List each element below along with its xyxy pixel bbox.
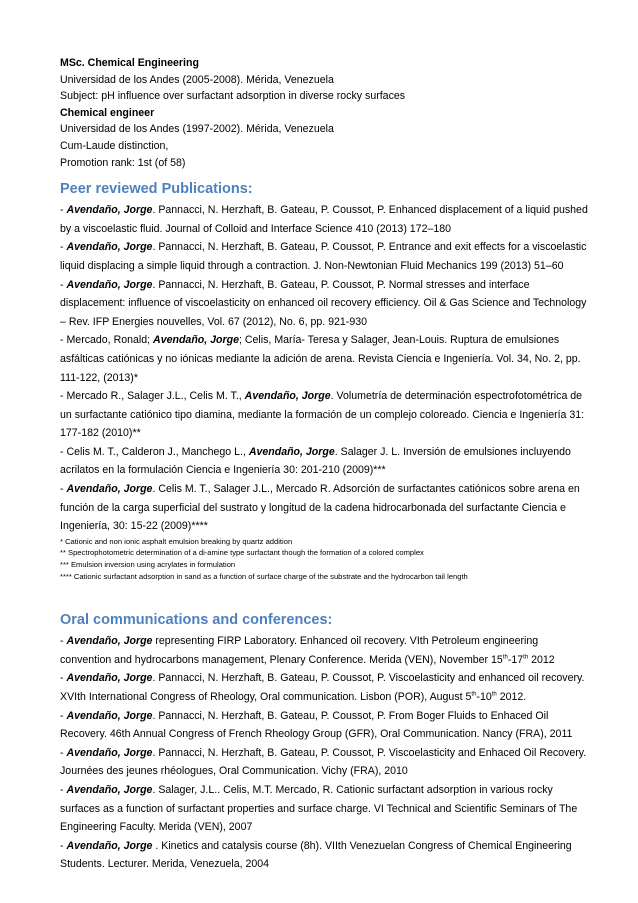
author-name: Avendaño, Jorge	[66, 241, 153, 254]
oral-entry: - Avendaño, Jorge. Pannacci, N. Herzhaft, B. Gateau, P. Coussot, P. Viscoelasticity and enhanced oil recovery. XVIth International Congress of Rheology, Oral communication. Lisbon (POR), August 5th-10th 2012.	[60, 672, 585, 703]
footnote: *** Emulsion inversion using acrylates in formulation	[60, 560, 236, 570]
author-name: Avendaño, Jorge	[66, 839, 153, 852]
education-line: Promotion rank: 1st (of 58)	[60, 156, 186, 169]
oral-entry: - Avendaño, Jorge representing FIRP Laboratory. Enhanced oil recovery. VIth Petroleum engineering convention and hydrocarbons management, Plenary Conference. Merida (VEN), November 15th-17th 2012	[60, 635, 555, 666]
publication-entry: - Avendaño, Jorge. Pannacci, N. Herzhaft, B. Gateau, P. Coussot, P. Normal stresses and interface displacement: influence of viscoelasticity on enhanced oil recovery efficiency. Oil & Gas Science and Technology – Rev. IFP Energies nouvelles, Vol. 67 (2012), No. 6, pp. 921-930	[60, 278, 587, 328]
education-line: Subject: pH influence over surfactant adsorption in diverse rocky surfaces	[60, 90, 406, 103]
oral-list	[60, 632, 590, 874]
author-name: Avendaño, Jorge	[66, 204, 153, 217]
footnote: * Cationic and non ionic asphalt emulsion breaking by quartz addition	[60, 536, 293, 546]
publication-entry: - Avendaño, Jorge. Celis M. T., Salager J.L., Mercado R. Adsorción de surfactantes catiónicos sobre arena en función de la carga superficial del sustrato y longitud de la cadena hidrocarbonada del surfactante Ciencia e Ingeniería, 30: 15-22 (2009)****	[60, 483, 580, 533]
footnote: **** Cationic surfactant adsorption in sand as a function of surface charge of the substrate and the hydrocarbon tail length	[60, 571, 468, 581]
translation-notes	[60, 536, 590, 582]
oral-entry: - Avendaño, Jorge. Salager, J.L.. Celis, M.T. Mercado, R. Cationic surfactant adsorption in various rocky surfaces as a function of surfactant properties and surface charge. VI Technical and Scientific Seminars of The Engineering Faculty. Merida (VEN), 2007	[60, 783, 578, 834]
author-name: Avendaño, Jorge	[66, 672, 153, 685]
oral-entry: - Avendaño, Jorge. Pannacci, N. Herzhaft, B. Gateau, P. Coussot, P. Viscoelasticity and Enhaced Oil Recovery. Journées des jeunes rhéologues, Oral Communication. Vichy (FRA), 2010	[60, 746, 587, 778]
education-line: Universidad de los Andes (2005-2008). Mérida, Venezuela	[60, 73, 334, 86]
author-name: Avendaño, Jorge	[248, 445, 335, 458]
education-line: Universidad de los Andes (1997-2002). Mérida, Venezuela	[60, 123, 334, 136]
publication-entry: - Avendaño, Jorge. Pannacci, N. Herzhaft, B. Gateau, P. Coussot, P. Enhanced displacement of a liquid pushed by a viscoelastic fluid. Journal of Colloid and Interface Science 410 (2013) 172–180	[60, 204, 588, 235]
author-name: Avendaño, Jorge	[66, 709, 153, 722]
author-name: Avendaño, Jorge	[153, 334, 239, 347]
author-name: Avendaño, Jorge	[66, 783, 153, 796]
degree-title: MSc. Chemical Engineering	[60, 57, 199, 69]
author-name: Avendaño, Jorge	[66, 635, 153, 648]
oral-heading: Oral communications and conferences:	[60, 612, 333, 629]
publications-list	[60, 201, 590, 536]
author-name: Avendaño, Jorge	[66, 746, 153, 759]
publication-entry: - Mercado, Ronald; Avendaño, Jorge; Celis, María- Teresa y Salager, Jean-Louis. Ruptura de emulsiones asfálticas catiónicas y no iónicas mediante la adición de arena. Revista Ciencia e Ingeniería. Vol. 34, No. 2, pp. 111-122, (2013)*	[60, 334, 581, 384]
author-name: Avendaño, Jorge	[66, 278, 153, 291]
author-name: Avendaño, Jorge	[66, 483, 153, 496]
cv-page	[60, 55, 590, 874]
education-line: Cum-Laude distinction,	[60, 139, 169, 152]
degree-title: Chemical engineer	[60, 106, 155, 119]
author-name: Avendaño, Jorge	[244, 390, 331, 403]
oral-entry: - Avendaño, Jorge . Kinetics and catalysis course (8h). VIIth Venezuelan Congress of Chemical Engineering Students. Lecturer. Merida, Venezuela, 2004	[60, 839, 572, 871]
oral-entry: - Avendaño, Jorge. Pannacci, N. Herzhaft, B. Gateau, P. Coussot, P. From Boger Fluids to Enhaced Oil Recovery. 46th Annual Congress of French Rheology Group (GFR), Oral Communication. Nancy (FRA), 2011	[60, 709, 573, 741]
education-section	[60, 55, 590, 171]
publication-entry: - Celis M. T., Calderon J., Manchego L., Avendaño, Jorge. Salager J. L. Inversión de emulsiones incluyendo acrilatos en la formulación Ciencia e Ingeniería 30: 201-210 (2009)***	[60, 445, 571, 477]
publications-heading: Peer reviewed Publications:	[60, 181, 253, 198]
publication-entry: - Mercado R., Salager J.L., Celis M. T., Avendaño, Jorge. Volumetría de determinación espectrofotométrica de un surfactante catiónico tipo diamina, mediante la formación de un complejo coloreado. Ciencia e Ingeniería 31: 177-182 (2010)**	[60, 390, 585, 440]
publication-entry: - Avendaño, Jorge. Pannacci, N. Herzhaft, B. Gateau, P. Coussot, P. Entrance and exit effects for a viscoelastic liquid displacing a simple liquid through a contraction. J. Non-Newtonian Fluid Mechanics 199 (2013) 51–60	[60, 241, 587, 272]
footnote: ** Spectrophotometric determination of a di-amine type surfactant though the formation of a colored complex	[60, 548, 424, 558]
